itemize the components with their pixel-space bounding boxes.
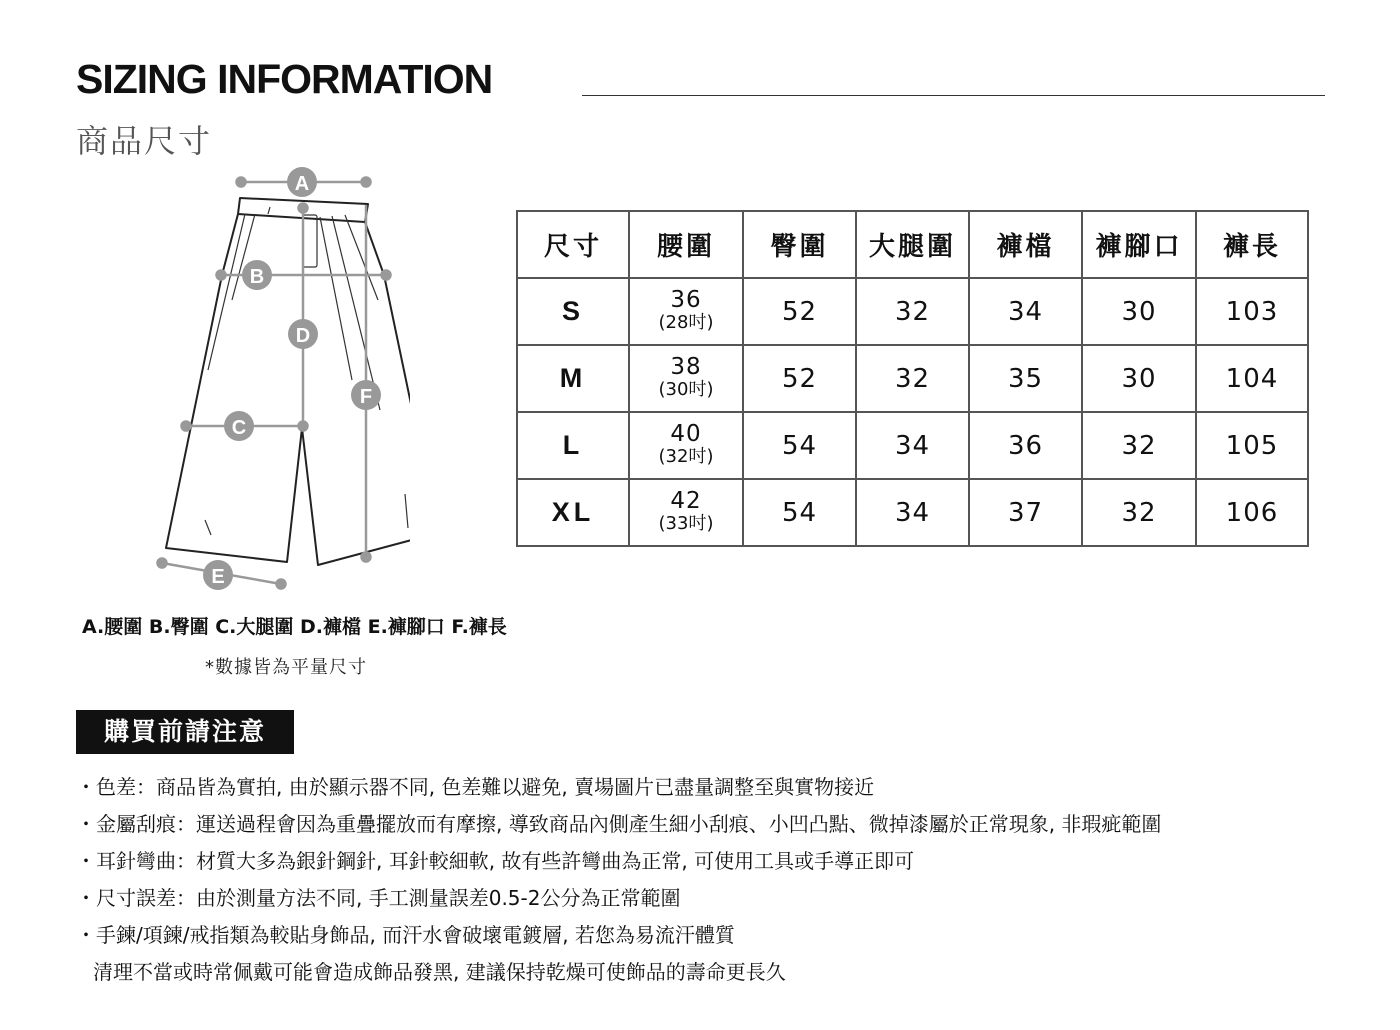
marker-d-label: D	[295, 325, 311, 347]
waist-inch: (32吋)	[658, 446, 714, 467]
header-length: 褲長	[1196, 211, 1308, 278]
list-item: 清理不當或時常佩戴可能會造成飾品發黑, 建議保持乾燥可使飾品的壽命更長久	[93, 960, 786, 984]
list-item: ・金屬刮痕：運送過程會因為重疊擺放而有摩擦, 導致商品內側產生細小刮痕、小凹凸點、微掉漆屬於正常現象, 非瑕疵範圍	[76, 812, 1162, 836]
header-rise: 褲檔	[969, 211, 1082, 278]
title-divider	[582, 95, 1325, 96]
marker-c-label: C	[231, 417, 247, 439]
marker-e-label: E	[211, 566, 225, 588]
rise-cell: 34	[969, 278, 1082, 345]
marker-b	[242, 260, 272, 290]
size-cell: S	[517, 278, 629, 345]
waist-cell	[629, 412, 743, 479]
page-title: SIZING INFORMATION	[76, 56, 493, 102]
header-thigh: 大腿圍	[856, 211, 969, 278]
measurement-guides	[158, 178, 391, 589]
waist-cell	[629, 345, 743, 412]
size-cell: L	[517, 412, 629, 479]
length-cell: 105	[1196, 412, 1308, 479]
marker-a	[287, 167, 317, 197]
measurement-note: *數據皆為平量尺寸	[205, 657, 367, 678]
table-row	[517, 479, 1308, 546]
thigh-cell: 32	[856, 278, 969, 345]
marker-b-label: B	[249, 266, 265, 288]
notice-list	[76, 772, 1161, 994]
rise-cell: 37	[969, 479, 1082, 546]
hip-cell: 52	[743, 278, 856, 345]
thigh-cell: 34	[856, 479, 969, 546]
thigh-cell: 34	[856, 412, 969, 479]
pants-measurement-diagram	[150, 165, 410, 595]
length-cell: 103	[1196, 278, 1308, 345]
length-cell: 104	[1196, 345, 1308, 412]
hip-cell: 54	[743, 412, 856, 479]
marker-f	[351, 380, 381, 410]
list-item: ・尺寸誤差：由於測量方法不同, 手工測量誤差0.5-2公分為正常範圍	[76, 886, 681, 910]
marker-e	[203, 560, 233, 590]
waist-cell	[629, 278, 743, 345]
rise-cell: 36	[969, 412, 1082, 479]
measurement-legend: A.腰圍 B.臀圍 C.大腿圍 D.褲檔 E.褲腳口 F.褲長	[82, 616, 507, 638]
page-subtitle: 商品尺寸	[76, 122, 213, 160]
rise-cell: 35	[969, 345, 1082, 412]
waist-inch: (28吋)	[658, 312, 714, 333]
waist-cm: 38	[670, 354, 702, 380]
table-row	[517, 278, 1308, 345]
waist-inch: (33吋)	[658, 513, 714, 534]
size-table-header	[517, 211, 1308, 278]
marker-a-label: A	[294, 173, 310, 195]
hem-cell: 30	[1082, 345, 1196, 412]
header-hem: 褲腳口	[1082, 211, 1196, 278]
waist-inch: (30吋)	[658, 379, 714, 400]
thigh-cell: 32	[856, 345, 969, 412]
hip-cell: 52	[743, 345, 856, 412]
list-item: ・手鍊/項鍊/戒指類為較貼身飾品, 而汗水會破壞電鍍層, 若您為易流汗體質	[76, 923, 735, 947]
hem-cell: 30	[1082, 278, 1196, 345]
table-row	[517, 412, 1308, 479]
marker-d	[288, 319, 318, 349]
length-cell: 106	[1196, 479, 1308, 546]
waist-cm: 42	[670, 488, 702, 514]
hip-cell: 54	[743, 479, 856, 546]
list-item: ・耳針彎曲：材質大多為銀針鋼針, 耳針較細軟, 故有些許彎曲為正常, 可使用工具或手導正即可	[76, 849, 915, 873]
list-item: ・色差：商品皆為實拍, 由於顯示器不同, 色差難以避免, 賣場圖片已盡量調整至與實物接近	[76, 775, 875, 799]
table-row	[517, 345, 1308, 412]
header-waist: 腰圍	[629, 211, 743, 278]
hem-cell: 32	[1082, 412, 1196, 479]
header-hip: 臀圍	[743, 211, 856, 278]
notice-heading: 購買前請注意	[76, 710, 294, 754]
marker-f-label: F	[359, 386, 373, 408]
size-table	[516, 210, 1309, 547]
waist-cell	[629, 479, 743, 546]
hem-cell: 32	[1082, 479, 1196, 546]
header-size: 尺寸	[517, 211, 629, 278]
waist-cm: 36	[670, 287, 702, 313]
waist-cm: 40	[670, 421, 702, 447]
size-cell: M	[517, 345, 629, 412]
size-cell: XL	[517, 479, 629, 546]
marker-c	[224, 411, 254, 441]
